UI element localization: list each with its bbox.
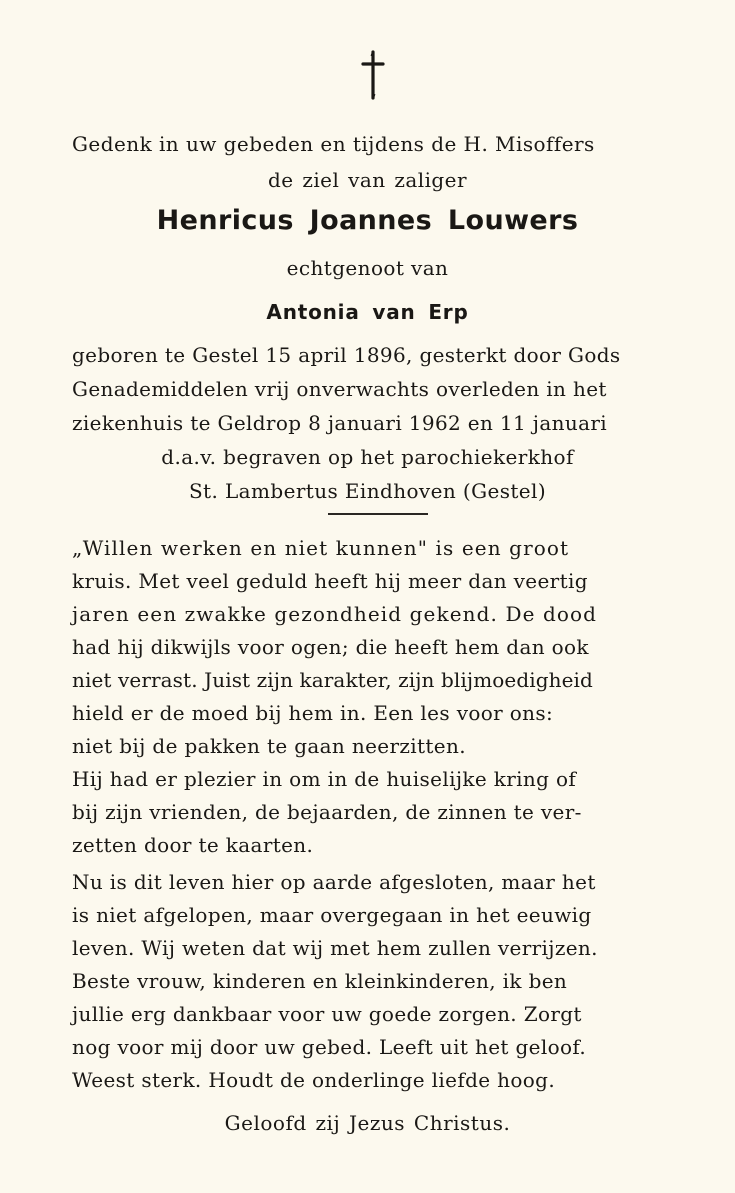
intro-line-2: de ziel van zaliger [268, 168, 467, 192]
meditation-line: is niet afgelopen, maar overgegaan in het eeuwig [72, 903, 592, 927]
biography-line: St. Lambertus Eindhoven (Gestel) [188, 479, 547, 503]
meditation-line: niet verrast. Juist zijn karakter, zijn blijmoedigheid [72, 668, 593, 692]
deceased-name: Henricus Joannes Louwers [156, 205, 579, 236]
biography-line: Genademiddelen vrij onverwachts overleden in het [72, 377, 607, 401]
biography-line: d.a.v. begraven op het parochiekerkhof [161, 445, 574, 469]
intro-line-1: Gedenk in uw gebeden en tijdens de H. Misoffers [72, 132, 595, 156]
spouse-name: Antonia van Erp [266, 300, 469, 324]
meditation-line: kruis. Met veel geduld heeft hij meer dan veertig [72, 569, 588, 593]
divider [328, 513, 428, 515]
meditation-line: Weest sterk. Houdt de onderlinge liefde hoog. [72, 1068, 556, 1092]
meditation-line: Hij had er plezier in om in de huiselijke kring of [72, 767, 577, 791]
meditation-line: nog voor mij door uw gebed. Leeft uit het geloof. [72, 1035, 587, 1059]
meditation-line: leven. Wij weten dat wij met hem zullen verrijzen. [72, 936, 598, 960]
meditation-line: zetten door te kaarten. [72, 833, 314, 857]
meditation-line: had hij dikwijls voor ogen; die heeft hem dan ook [72, 635, 589, 659]
biography-line: ziekenhuis te Geldrop 8 januari 1962 en 11 januari [72, 411, 607, 435]
meditation-line: hield er de moed bij hem in. Een les voor ons: [72, 701, 554, 725]
meditation-line: jullie erg dankbaar voor uw goede zorgen. Zorgt [72, 1002, 582, 1026]
meditation-line: bij zijn vrienden, de bejaarden, de zinnen te ver- [72, 800, 582, 824]
meditation-line: Nu is dit leven hier op aarde afgesloten, maar het [72, 870, 596, 894]
closing-line: Geloofd zij Jezus Christus. [224, 1111, 511, 1135]
meditation-line: „Willen werken en niet kunnen" is een groot [72, 536, 570, 560]
meditation-line: jaren een zwakke gezondheid gekend. De dood [72, 602, 598, 626]
meditation-line: niet bij de pakken te gaan neerzitten. [72, 734, 466, 758]
cross-icon [357, 50, 389, 100]
relation-text: echtgenoot van [286, 256, 449, 280]
biography-line: geboren te Gestel 15 april 1896, gesterkt door Gods [72, 343, 621, 367]
meditation-line: Beste vrouw, kinderen en kleinkinderen, ik ben [72, 969, 568, 993]
